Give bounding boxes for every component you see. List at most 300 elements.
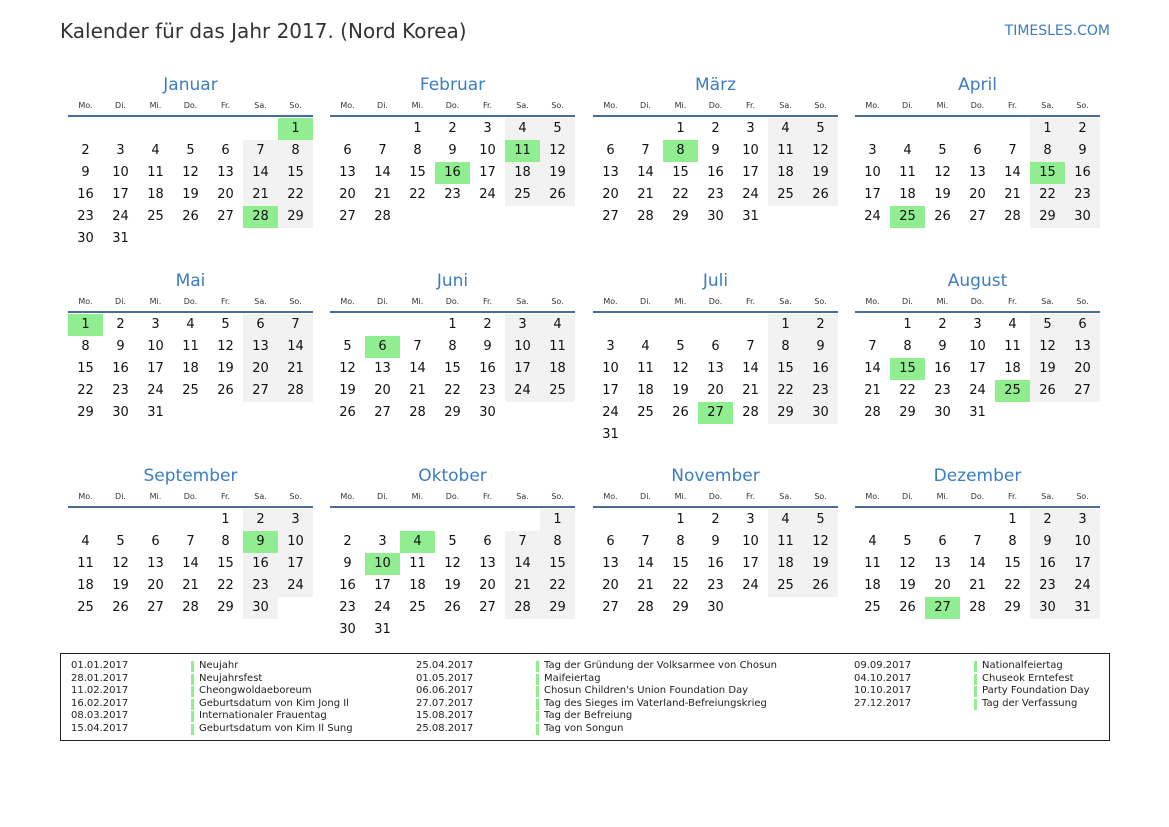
month-name: November [671,466,760,486]
day-cell: 22 [672,187,689,202]
day-cell: 11 [1004,339,1021,354]
day-cell: 17 [1065,553,1100,575]
day-cell: 23 [77,209,94,224]
weekday-label: So. [1076,297,1089,306]
day-cell: 6 [221,143,230,158]
day-cell: 23 [479,383,496,398]
weekday-label: Mi. [936,297,949,306]
day-cell: 31 [374,622,391,637]
day-cell: 19 [339,383,356,398]
day-cell: 26 [182,209,199,224]
day-cell: 7 [973,534,982,549]
day-cell: 11 [77,556,94,571]
holiday-name: Neujahr [199,660,239,671]
day-cell: 6 [483,534,492,549]
weekday-label: Do. [970,297,985,306]
day-cell: 26 [444,600,461,615]
holiday-day-cell: 15 [890,358,925,380]
day-cell: 26 [803,575,838,597]
weekday-label: Fr. [1007,101,1018,110]
day-cell: 24 [147,383,164,398]
empty-cell [470,509,505,531]
holiday-entry [416,660,777,673]
weekday-label: Do. [183,492,198,501]
day-cell: 27 [969,209,986,224]
day-cell: 30 [803,402,838,424]
empty-cell [890,118,925,140]
weekday-header [593,96,838,117]
weekday-label: Mi. [149,101,162,110]
day-cell: 24 [1065,575,1100,597]
day-cell: 15 [1004,556,1021,571]
month-name: August [947,271,1008,291]
day-cell: 15 [217,556,234,571]
holiday-date: 10.10.2017 [854,685,912,697]
day-cell: 22 [540,575,575,597]
empty-cell [173,118,208,140]
day-cell: 28 [505,597,540,619]
day-cell: 8 [768,336,803,358]
day-cell: 12 [540,140,575,162]
holiday-date: 27.07.2017 [416,697,474,709]
day-cell: 4 [540,314,575,336]
day-cell: 10 [969,339,986,354]
day-cell: 4 [868,534,877,549]
holiday-day-cell: 16 [435,162,470,184]
day-cell: 23 [803,380,838,402]
empty-cell [628,509,663,531]
day-cell: 10 [112,165,129,180]
month-name: Oktober [418,466,487,486]
empty-cell [435,509,470,531]
day-cell: 6 [151,534,160,549]
day-cell: 17 [602,383,619,398]
weekday-label: Do. [183,101,198,110]
weekday-label: Sa. [1041,101,1054,110]
day-cell: 10 [147,339,164,354]
day-grid [68,118,313,250]
day-cell: 8 [81,339,90,354]
holiday-day-cell: 10 [365,553,400,575]
day-cell: 3 [746,121,755,136]
day-cell: 15 [540,553,575,575]
day-cell: 8 [676,534,685,549]
day-cell: 9 [343,556,352,571]
day-cell: 15 [409,165,426,180]
holiday-marker [191,686,194,697]
day-cell: 12 [803,140,838,162]
day-cell: 11 [147,165,164,180]
day-cell: 12 [444,556,461,571]
day-cell: 6 [938,534,947,549]
day-cell: 5 [938,143,947,158]
weekday-label: Mi. [411,101,424,110]
day-cell: 3 [151,317,160,332]
holiday-name: Tag der Befreiung [544,710,633,722]
holiday-name: Geburtsdatum von Kim Il Sung [199,722,353,734]
day-cell: 18 [864,578,881,593]
day-grid [855,118,1100,228]
holiday-date: 27.12.2017 [854,697,912,709]
weekday-label: Mo. [865,492,880,501]
day-cell: 10 [602,361,619,376]
weekday-label: Do. [445,492,460,501]
day-cell: 22 [672,578,689,593]
day-cell: 14 [409,361,426,376]
month-name: Februar [419,75,486,95]
day-cell: 20 [339,187,356,202]
day-cell: 12 [672,361,689,376]
day-cell: 10 [278,531,313,553]
weekday-label: Fr. [745,101,756,110]
day-cell: 26 [672,405,689,420]
day-cell: 24 [742,187,759,202]
day-cell: 27 [243,380,278,402]
day-cell: 24 [479,187,496,202]
day-cell: 20 [602,578,619,593]
weekday-label: Fr. [1007,297,1018,306]
empty-cell [330,509,365,531]
holiday-column [854,660,1090,710]
day-cell: 30 [1030,597,1065,619]
day-cell: 6 [606,534,615,549]
weekday-label: Di. [640,492,651,501]
day-cell: 12 [899,556,916,571]
weekday-label: Mi. [936,101,949,110]
empty-cell [243,118,278,140]
day-cell: 2 [711,121,720,136]
weekday-label: So. [1076,492,1089,501]
day-cell: 18 [1004,361,1021,376]
day-cell: 9 [81,165,90,180]
holiday-marker [536,686,539,697]
day-cell: 5 [1030,314,1065,336]
empty-cell [103,118,138,140]
weekday-label: Do. [708,297,723,306]
weekday-label: Sa. [516,297,529,306]
weekday-label: Mi. [936,492,949,501]
weekday-label: Sa. [254,297,267,306]
day-cell: 7 [378,143,387,158]
day-cell: 29 [278,206,313,228]
holiday-marker [974,699,977,710]
day-cell: 11 [409,556,426,571]
weekday-label: Fr. [220,297,231,306]
day-cell: 22 [77,383,94,398]
holiday-marker [191,724,194,735]
empty-cell [173,509,208,531]
day-cell: 8 [448,339,457,354]
weekday-label: Di. [640,297,651,306]
day-cell: 25 [637,405,654,420]
day-cell: 18 [505,162,540,184]
day-cell: 31 [147,405,164,420]
day-cell: 17 [374,578,391,593]
month-juni [330,270,575,424]
holiday-entry [71,710,353,723]
weekday-label: So. [814,297,827,306]
day-cell: 13 [969,165,986,180]
day-cell: 11 [864,556,881,571]
month-name: Mai [175,271,206,291]
day-cell: 13 [147,556,164,571]
day-cell: 29 [540,597,575,619]
day-cell: 20 [1065,358,1100,380]
day-cell: 17 [969,361,986,376]
day-cell: 26 [1030,380,1065,402]
day-cell: 25 [77,600,94,615]
holiday-date: 06.06.2017 [416,685,474,697]
day-cell: 12 [217,339,234,354]
empty-cell [925,118,960,140]
empty-cell [505,509,540,531]
empty-cell [628,314,663,336]
day-cell: 3 [483,121,492,136]
holiday-entry [854,685,1090,698]
day-cell: 1 [540,509,575,531]
day-cell: 26 [217,383,234,398]
weekday-header [68,96,313,117]
day-cell: 28 [182,600,199,615]
day-cell: 13 [479,556,496,571]
holiday-date: 15.04.2017 [71,722,129,734]
day-cell: 12 [182,165,199,180]
day-cell: 1 [413,121,422,136]
day-cell: 23 [1065,184,1100,206]
day-cell: 29 [768,402,803,424]
holiday-day-cell: 25 [890,206,925,228]
day-cell: 15 [768,358,803,380]
day-cell: 27 [602,209,619,224]
day-cell: 22 [768,380,803,402]
holiday-date: 09.09.2017 [854,660,912,671]
day-cell: 14 [278,336,313,358]
weekday-label: Mo. [865,297,880,306]
weekday-label: Sa. [1041,492,1054,501]
day-cell: 21 [864,383,881,398]
day-cell: 21 [182,578,199,593]
day-cell: 1 [1030,118,1065,140]
month-oktober [330,465,575,641]
weekday-label: Mi. [149,297,162,306]
weekday-label: So. [289,492,302,501]
weekday-header [855,96,1100,117]
day-cell: 6 [1065,314,1100,336]
day-cell: 16 [479,361,496,376]
weekday-header [330,487,575,508]
day-cell: 29 [77,405,94,420]
day-cell: 26 [899,600,916,615]
empty-cell [663,314,698,336]
day-cell: 9 [116,339,125,354]
weekday-label: Fr. [220,492,231,501]
day-cell: 27 [479,600,496,615]
empty-cell [593,118,628,140]
weekday-label: Mo. [78,492,93,501]
holiday-name: Tag von Songun [544,722,624,734]
empty-cell [628,118,663,140]
month-mai [68,270,313,424]
month-november [593,465,838,619]
day-cell: 23 [1030,575,1065,597]
day-cell: 9 [938,339,947,354]
weekday-label: Sa. [254,492,267,501]
day-cell: 27 [374,405,391,420]
day-cell: 3 [606,339,615,354]
holiday-marker [536,724,539,735]
weekday-label: Sa. [779,297,792,306]
day-cell: 17 [505,358,540,380]
day-cell: 16 [77,187,94,202]
day-cell: 29 [672,209,689,224]
day-cell: 6 [343,143,352,158]
day-cell: 4 [505,118,540,140]
holiday-name: Tag der Verfassung [982,697,1078,709]
day-cell: 12 [1030,336,1065,358]
holiday-marker [191,661,194,672]
day-cell: 13 [707,361,724,376]
weekday-header [593,292,838,313]
day-cell: 2 [1030,509,1065,531]
empty-cell [593,509,628,531]
holiday-date: 01.01.2017 [71,660,129,671]
holiday-entry [71,673,353,686]
holiday-name: Chuseok Erntefest [982,672,1074,684]
site-link[interactable]: TIMESLES.COM [1004,23,1110,39]
day-cell: 21 [637,578,654,593]
month-name: Juni [436,271,469,291]
day-cell: 21 [637,187,654,202]
weekday-header [68,487,313,508]
day-cell: 29 [899,405,916,420]
day-cell: 20 [602,187,619,202]
weekday-label: Di. [377,101,388,110]
day-cell: 27 [217,209,234,224]
day-cell: 16 [243,553,278,575]
day-cell: 30 [77,231,94,246]
day-cell: 30 [479,405,496,420]
day-cell: 18 [540,358,575,380]
day-cell: 14 [1004,165,1021,180]
day-cell: 27 [1065,380,1100,402]
holiday-date: 16.02.2017 [71,697,129,709]
month-september [68,465,313,619]
day-cell: 16 [339,578,356,593]
day-cell: 20 [934,578,951,593]
holiday-name: Geburtsdatum von Kim Jong Il [199,697,349,709]
day-cell: 9 [803,336,838,358]
day-cell: 11 [540,336,575,358]
day-cell: 2 [116,317,125,332]
day-cell: 1 [1008,512,1017,527]
day-cell: 2 [711,512,720,527]
day-cell: 16 [1030,553,1065,575]
weekday-label: Do. [183,297,198,306]
day-cell: 15 [278,162,313,184]
day-cell: 23 [707,578,724,593]
day-grid [855,314,1100,424]
day-cell: 22 [444,383,461,398]
day-cell: 19 [182,187,199,202]
day-grid [68,314,313,424]
month-name: September [143,466,238,486]
day-cell: 26 [540,184,575,206]
day-cell: 2 [343,534,352,549]
empty-cell [855,509,890,531]
month-august [855,270,1100,424]
day-cell: 21 [742,383,759,398]
day-cell: 24 [112,209,129,224]
holiday-name: Tag des Sieges im Vaterland-Befreiungskrieg [544,697,767,709]
day-cell: 31 [602,427,619,442]
day-cell: 4 [768,118,803,140]
day-cell: 7 [746,339,755,354]
day-cell: 16 [112,361,129,376]
day-cell: 23 [934,383,951,398]
day-cell: 7 [278,314,313,336]
day-cell: 21 [243,184,278,206]
day-cell: 6 [973,143,982,158]
day-cell: 3 [505,314,540,336]
day-cell: 13 [339,165,356,180]
day-cell: 10 [505,336,540,358]
month-name: April [958,75,997,95]
day-cell: 8 [278,140,313,162]
day-cell: 19 [803,162,838,184]
day-cell: 24 [864,209,881,224]
month-februar [330,74,575,228]
day-cell: 3 [1065,509,1100,531]
day-cell: 7 [641,534,650,549]
day-cell: 9 [1065,140,1100,162]
weekday-label: Mi. [411,492,424,501]
day-cell: 28 [969,600,986,615]
day-grid [68,509,313,619]
holiday-marker [974,661,977,672]
day-cell: 31 [969,405,986,420]
weekday-label: Do. [445,101,460,110]
day-cell: 17 [112,187,129,202]
day-cell: 14 [637,165,654,180]
day-grid [593,314,838,446]
day-cell: 26 [339,405,356,420]
day-cell: 22 [278,184,313,206]
empty-cell [925,509,960,531]
weekday-label: Fr. [482,297,493,306]
day-cell: 16 [934,361,951,376]
weekday-label: Do. [445,297,460,306]
empty-cell [733,314,768,336]
day-cell: 3 [868,143,877,158]
weekday-label: Fr. [1007,492,1018,501]
day-cell: 2 [803,314,838,336]
day-cell: 30 [243,597,278,619]
day-cell: 22 [409,187,426,202]
holiday-day-cell: 1 [68,314,103,336]
empty-cell [68,509,103,531]
day-cell: 4 [641,339,650,354]
day-cell: 5 [803,509,838,531]
holiday-day-cell: 9 [243,531,278,553]
empty-cell [138,509,173,531]
holiday-entry [71,698,353,711]
holiday-day-cell: 11 [505,140,540,162]
holiday-name: Tag der Gründung der Volksarmee von Chosun [544,660,777,671]
day-cell: 25 [182,383,199,398]
weekday-label: Fr. [745,492,756,501]
day-cell: 10 [1065,531,1100,553]
day-cell: 26 [112,600,129,615]
